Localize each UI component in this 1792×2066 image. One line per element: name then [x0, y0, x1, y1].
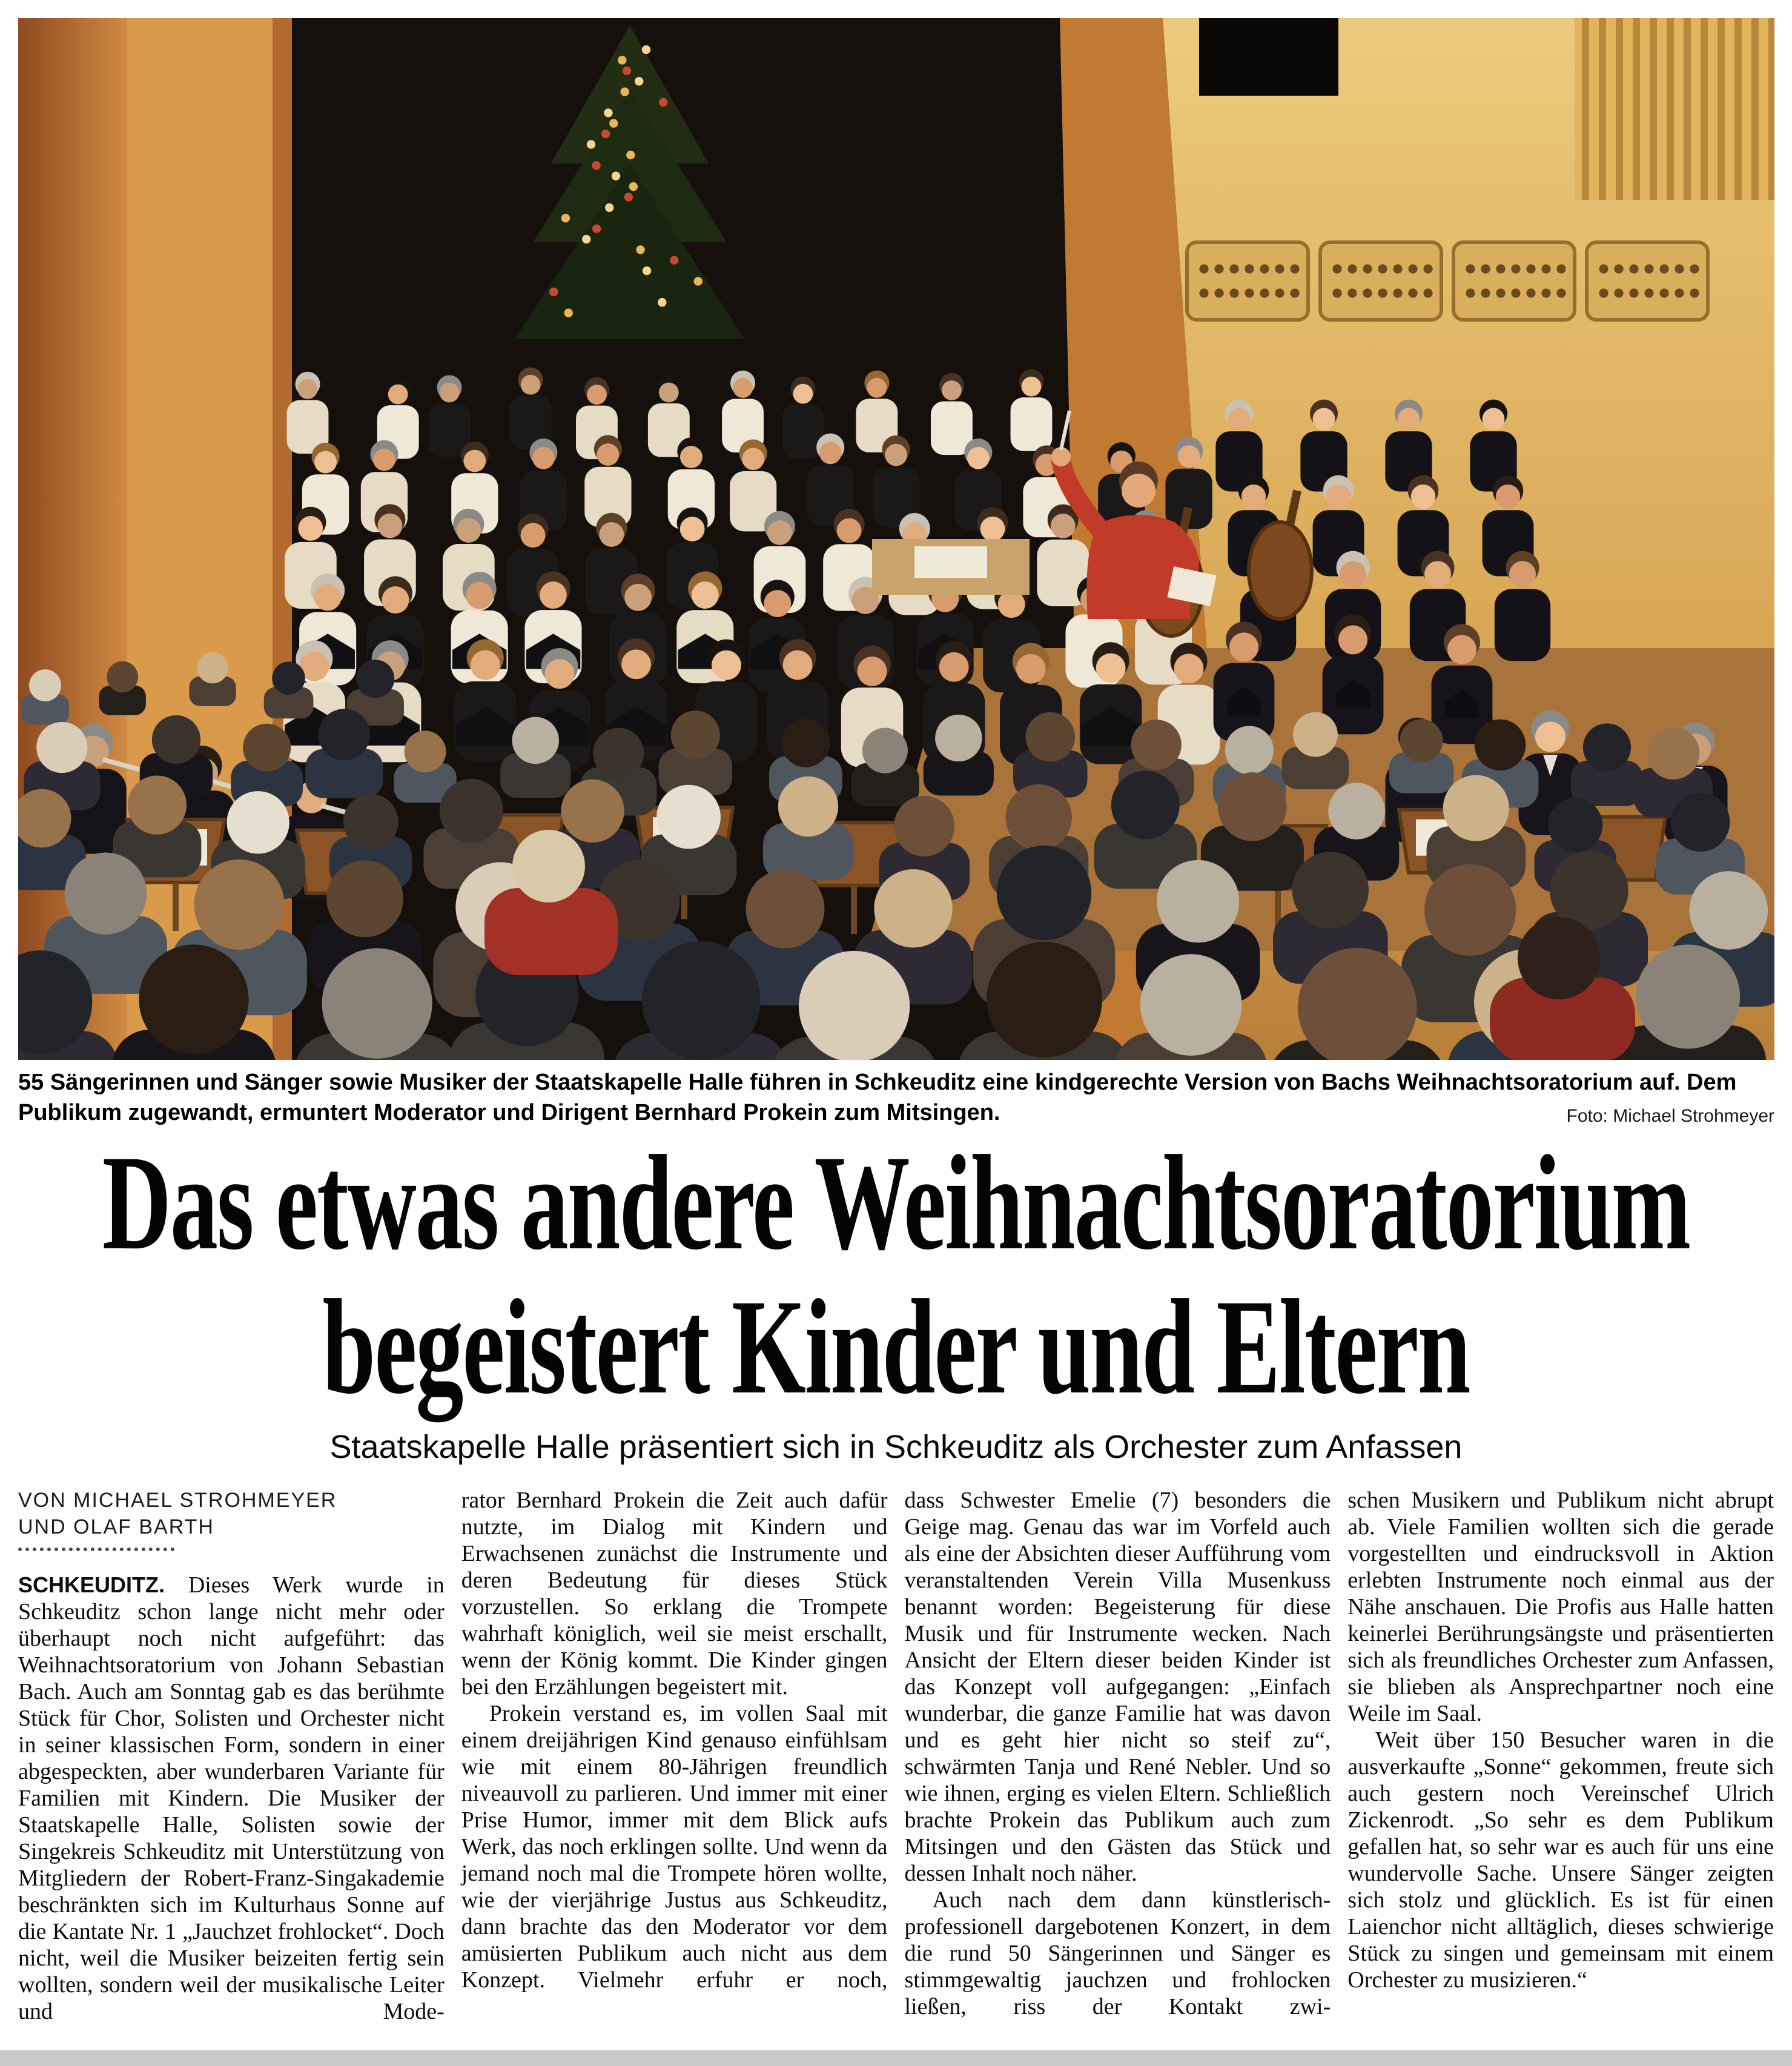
byline-dotted-rule [18, 1543, 174, 1551]
paragraph: schen Musikern und Publikum nicht abrupt ab. Viele Familien wollten sich die gerade vorgestellten und eindrucksvoll in Aktion erlebten Instrumente noch einmal aus der Nähe anschauen. Die Profis aus Halle hatten keinerlei Berührungsängste und präsentierten sich als freundliches Orchester zum Anfassen, sie blieben als Ansprechpartner noch eine Weile im Saal. [1347, 1488, 1774, 1726]
photo-caption-text: 55 Sängerinnen und Sänger sowie Musiker der Staatskapelle Halle führen in Schkeuditz eine kindgerechte Version von Bachs Weihnachtsoratorium auf. Dem Publikum zugewandt, ermuntert Moderator und Dirigent Bernhard Prokein zum Mitsingen. [18, 1070, 1737, 1125]
dateline: SCHKEUDITZ. [18, 1572, 165, 1597]
paragraph: SCHKEUDITZ. Dieses Werk wurde in Schkeuditz schon lange nicht mehr oder überhaupt noch nicht aufgeführt: das Weihnachtsoratorium von Johann Sebastian Bach. Auch am Sonntag gab es das berühmte Stück für Chor, Solisten und Orchester nicht in seiner klassischen Form, sondern in einer abgespeckten, aber wunderbaren Variante für Familien mit Kindern. Die Musiker der Staatskapelle Halle, Solisten sowie der Singekreis Schkeuditz mit Unterstützung von Mitgliedern der Robert-Franz-Singakademie beschränkten sich im Kulturhaus Sonne auf die Kantate Nr. 1 „Jauchzet frohlocket“. Doch nicht, weil die Musiker beizeiten fertig sein wollten, sondern weil der musikalische Leiter und Mode- [18, 1572, 445, 2024]
paragraph: Auch nach dem dann künstlerisch-professionell dargebotenen Konzert, in dem die rund 50 Sängerinnen und Sänger es stimmgewaltig jauchzen und frohlocken ließen, riss der Kontakt zwi- [904, 1887, 1331, 2019]
concert-photo-illustration [18, 18, 1774, 1060]
article-body [18, 1487, 1774, 2025]
photo-credit: Foto: Michael Strohmeyer [1566, 1106, 1774, 1126]
headline-line2: begeistert Kinder und Eltern [322, 1272, 1470, 1423]
paragraph: Prokein verstand es, im vollen Saal mit einem dreijährigen Kind genauso einfühlsam wie mit einem 80-Jährigen freundlich niveauvoll zu parlieren. Und immer mit einer Prise Humor, immer mit dem Blick aufs Werk, das noch erklingen sollte. Und wenn da jemand noch mal die Trompete hören wollte, wie der vierjährige Justus aus Schkeuditz, dann brachte das den Moderator vor dem amüsierten Publikum auch nicht aus dem Konzept. Vielmehr erfuhr er noch, [461, 1701, 888, 1993]
byline-line2: UND OLAF BARTH [18, 1515, 214, 1538]
article-headline [0, 1128, 1792, 1427]
byline [18, 1487, 445, 1551]
article-column-2 [461, 1487, 888, 2025]
byline-line1: VON MICHAEL STROHMEYER [18, 1489, 337, 1512]
article-column-1 [18, 1487, 445, 2025]
page-bottom-rule [0, 2050, 1792, 2066]
paragraph: rator Bernhard Prokein die Zeit auch dafür nutzte, im Dialog mit Kindern und Erwachsenen zunächst die Instrumente und deren Bedeutung für dieses Stück vorzustellen. So erklang die Trompete wahrhaft königlich, weil sie meist erschallt, wenn der König kommt. Die Kinder gingen bei den Erzählungen begeistert mit. [461, 1488, 888, 1700]
paragraph: dass Schwester Emelie (7) besonders die Geige mag. Genau das war im Vorfeld auch als eine der Absichten dieser Aufführung vom veranstaltenden Verein Villa Musenkuss benannt worden: Begeisterung für diese Musik und für Instrumente wecken. Nach Ansicht der Eltern dieser beiden Kinder ist das Konzept voll aufgegangen: „Einfach wunderbar, die ganze Familie hat was davon und es geht hier nicht so steif zu“, schwärmten Tanja und René Nebler. Und so wie ihnen, erging es vielen Eltern. Schließlich brachte Prokein das Publikum auch zum Mitsingen und den Gästen das Stück und dessen Inhalt noch näher. [904, 1488, 1331, 1886]
article-column-3 [905, 1487, 1331, 2025]
headline-line1: Das etwas andere Weihnachtsoratorium [102, 1128, 1690, 1279]
speaker-box [1199, 18, 1338, 96]
concert-photo [18, 18, 1774, 1060]
paragraph: Weit über 150 Besucher waren in die ausverkaufte „Sonne“ gekommen, freute sich auch gestern noch Vereinschef Ulrich Zickenrodt. „So sehr es dem Publikum gefallen hat, so sehr war es auch für uns eine wundervolle Sache. Unsere Sänger zeigten sich stolz und glücklich. Es ist für einen Laienchor nicht alltäglich, dieses schwierige Stück zu singen und gemeinsam mit einem Orchester zu musizieren.“ [1347, 1727, 1774, 1993]
article-subheadline: Staatskapelle Halle präsentiert sich in Schkeuditz als Orchester zum Anfassen [329, 1429, 1463, 1465]
article-column-4 [1347, 1487, 1774, 2025]
